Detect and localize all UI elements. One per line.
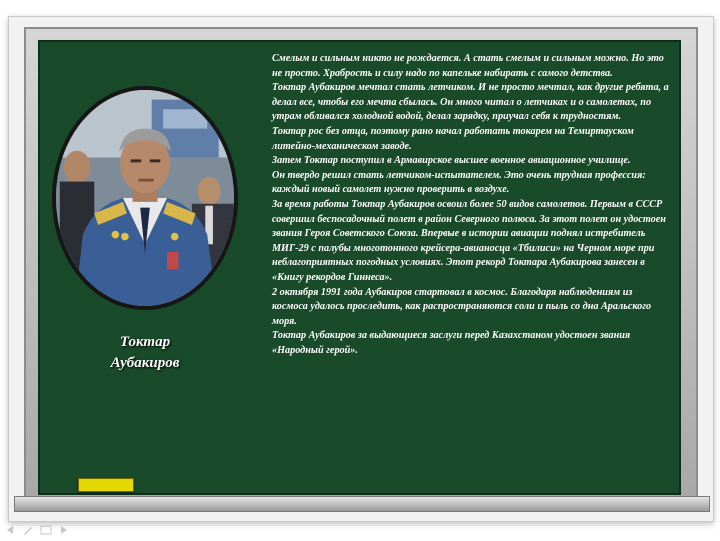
caption-first-name: Токтар — [119, 334, 171, 350]
prev-slide-icon[interactable] — [4, 523, 16, 535]
bio-paragraph: 2 октября 1991 года Аубакиров стартовал в космос. Благодаря наблюдениям из космоса удалось проследить, как распространяются соли и пыль со дна Аральского моря. — [272, 286, 652, 327]
portrait-caption — [88, 332, 202, 374]
bio-paragraph: Токтар Аубакиров за выдающиеся заслуги перед Казахстаном удостоен звания «Народный герой». — [272, 330, 631, 356]
bio-paragraph: Токтар рос без отца, поэтому рано начал работать токарем на Темиртауском литейно-механическом заводе. — [272, 125, 634, 152]
chalk-piece — [78, 478, 134, 492]
biography-text — [272, 52, 670, 358]
bio-paragraph: Смелым и сильным никто не рождается. А стать смелым и сильным можно. Но это не просто. Храбрость и силу надо по капельке набирать с самого детства. — [272, 53, 664, 79]
caption-last-name: Аубакиров — [110, 355, 180, 371]
bio-paragraph: Он твердо решил стать летчиком-испытателем. Это очень трудная профессия: каждый новый самолет нужно проверить в воздухе. — [272, 169, 646, 196]
bio-paragraph: Токтар Аубакиров мечтал стать летчиком. И не просто мечтал, как другие ребята, а делал все, чтобы его мечта сбылась. Он много читал о летчиках и о самолетах, по утрам обливался холодной водой, делал зарядку, приучал себя к трудностям. — [272, 82, 669, 123]
next-slide-icon[interactable] — [58, 523, 70, 535]
slideshow-toolbar — [4, 522, 70, 536]
pen-icon[interactable] — [22, 523, 34, 535]
bio-paragraph: Затем Токтар поступил в Армавирское высшее военное авиационное училище. — [272, 155, 631, 167]
chalk-tray — [14, 496, 710, 512]
portrait-photo — [52, 86, 238, 310]
bio-paragraph: За время работы Токтар Аубакиров освоил более 50 видов самолетов. Первым в СССР совершил беспосадочный полет в район Северного полюса. За этот полет он удостоен звания Героя Советского Союза. Впервые в истории авиации поднял истребитель МИГ-29 с палубы многотонного крейсера-авианосца «Тбилиси» на Черном море при неблагоприятных погодных условиях. Этот рекорд Токтара Аубакирова занесен в «Книгу рекордов Гиннеса». — [272, 198, 666, 283]
menu-icon[interactable] — [40, 523, 52, 535]
